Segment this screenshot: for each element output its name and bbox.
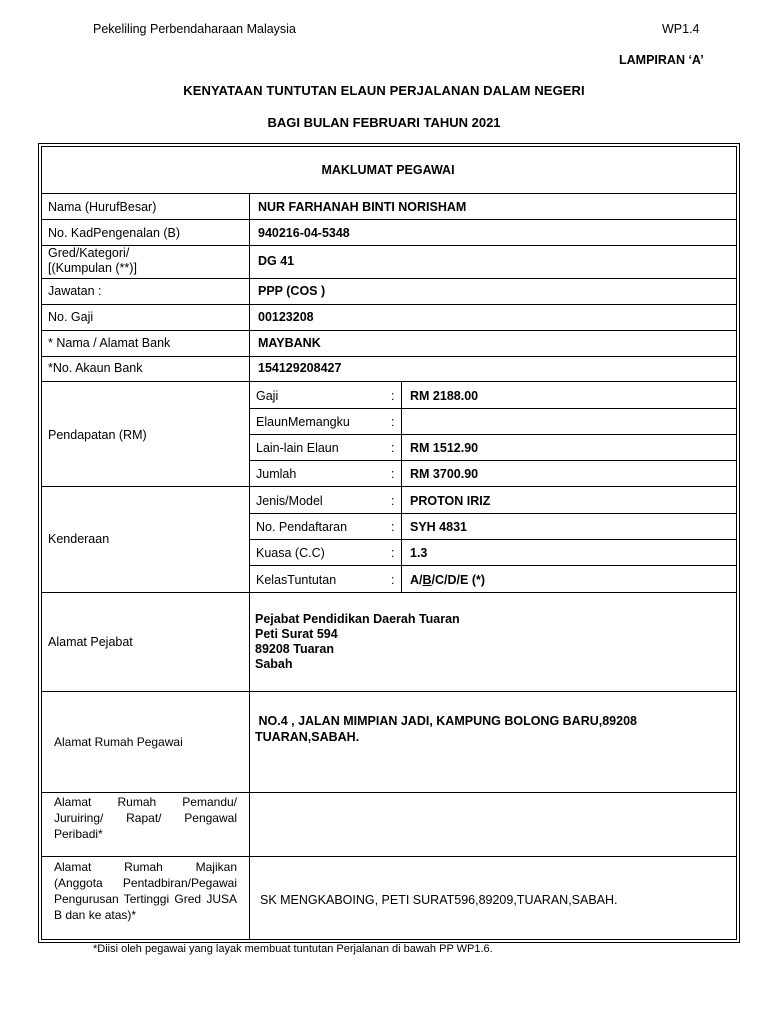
row-divider bbox=[41, 592, 737, 593]
row-divider bbox=[41, 330, 737, 331]
label-majikan-line: B dan ke atas)* bbox=[54, 908, 137, 922]
value-jumlah: RM 3700.90 bbox=[410, 467, 479, 481]
colon: : bbox=[391, 467, 395, 481]
kelas-part-a: A/ bbox=[410, 573, 423, 587]
label-gaji: Gaji bbox=[256, 389, 279, 403]
value-jenis-model: PROTON IRIZ bbox=[410, 494, 491, 508]
row-divider bbox=[41, 278, 737, 279]
appendix-label: LAMPIRAN ‘A’ bbox=[619, 53, 704, 67]
label-bank: * Nama / Alamat Bank bbox=[48, 336, 171, 350]
rumah-line: TUARAN,SABAH. bbox=[255, 730, 360, 744]
subrow-divider bbox=[249, 539, 737, 540]
subrow-divider bbox=[249, 513, 737, 514]
row-divider bbox=[41, 304, 737, 305]
value-no-pendaftaran: SYH 4831 bbox=[410, 520, 467, 534]
subrow-divider bbox=[249, 434, 737, 435]
label-kuasa: Kuasa (C.C) bbox=[256, 546, 325, 560]
label-alamat-rumah: Alamat Rumah Pegawai bbox=[54, 735, 183, 749]
value-bank: MAYBANK bbox=[258, 336, 321, 350]
row-divider bbox=[41, 856, 737, 857]
value-gred: DG 41 bbox=[258, 254, 295, 268]
pejabat-line: 89208 Tuaran bbox=[255, 642, 334, 656]
column-divider bbox=[249, 193, 250, 939]
value-akaun: 154129208427 bbox=[258, 361, 342, 375]
row-divider bbox=[41, 381, 737, 382]
label-pemandu-line: Alamat Rumah Pemandu/ bbox=[54, 795, 237, 809]
value-jawatan: PPP (COS ) bbox=[258, 284, 326, 298]
colon: : bbox=[391, 441, 395, 455]
row-divider bbox=[41, 486, 737, 487]
label-jawatan: Jawatan : bbox=[48, 284, 102, 298]
form-period: BAGI BULAN FEBRUARI TAHUN 2021 bbox=[267, 115, 501, 130]
section-title: MAKLUMAT PEGAWAI bbox=[321, 163, 455, 177]
subrow-divider bbox=[249, 408, 737, 409]
pejabat-line: Peti Surat 594 bbox=[255, 627, 338, 641]
label-alamat-pejabat: Alamat Pejabat bbox=[48, 635, 133, 649]
footnote: *Diisi oleh pegawai yang layak membuat tuntutan Perjalanan di bawah PP WP1.6. bbox=[93, 943, 493, 955]
label-kelas-tuntutan: KelasTuntutan bbox=[256, 573, 337, 587]
kelas-selected-b: B bbox=[422, 573, 432, 587]
pejabat-line: Pejabat Pendidikan Daerah Tuaran bbox=[255, 612, 460, 626]
label-jenis-model: Jenis/Model bbox=[256, 494, 323, 508]
row-divider bbox=[41, 792, 737, 793]
label-majikan-line: (Anggota Pentadbiran/Pegawai bbox=[54, 876, 237, 890]
label-gred-line2: [(Kumpulan (**)] bbox=[48, 261, 137, 275]
value-kelas-tuntutan bbox=[410, 573, 485, 587]
row-divider bbox=[41, 219, 737, 220]
subrow-divider bbox=[249, 460, 737, 461]
label-kenderaan: Kenderaan bbox=[48, 532, 110, 546]
label-lain-elaun: Lain-lain Elaun bbox=[256, 441, 339, 455]
circular-name: Pekeliling Perbendaharaan Malaysia bbox=[93, 22, 296, 36]
label-pendapatan: Pendapatan (RM) bbox=[48, 428, 147, 442]
value-ic: 940216-04-5348 bbox=[258, 226, 350, 240]
colon: : bbox=[391, 415, 395, 429]
label-jumlah: Jumlah bbox=[256, 467, 297, 481]
value-majikan: SK MENGKABOING, PETI SURAT596,89209,TUARAN,SABAH. bbox=[260, 893, 618, 907]
colon: : bbox=[391, 494, 395, 508]
form-title: KENYATAAN TUNTUTAN ELAUN PERJALANAN DALAM NEGERI bbox=[183, 83, 585, 98]
label-pemandu-line: Juruiring/ Rapat/ Pengawal bbox=[54, 811, 237, 825]
value-kuasa: 1.3 bbox=[410, 546, 428, 560]
label-nama: Nama (HurufBesar) bbox=[48, 200, 157, 214]
form-code: WP1.4 bbox=[662, 22, 700, 36]
colon: : bbox=[391, 546, 395, 560]
colon: : bbox=[391, 389, 395, 403]
column-divider bbox=[401, 381, 402, 592]
label-majikan-line: Pengurusan Tertinggi Gred JUSA bbox=[54, 892, 237, 906]
label-majikan-line: Alamat Rumah Majikan bbox=[54, 860, 237, 874]
row-divider bbox=[41, 193, 737, 194]
label-elaun-memangku: ElaunMemangku bbox=[256, 415, 350, 429]
row-divider bbox=[41, 356, 737, 357]
label-ic: No. KadPengenalan (B) bbox=[48, 226, 181, 240]
label-akaun: *No. Akaun Bank bbox=[48, 361, 143, 375]
label-no-gaji: No. Gaji bbox=[48, 310, 94, 324]
value-gaji: RM 2188.00 bbox=[410, 389, 479, 403]
row-divider bbox=[41, 245, 737, 246]
value-no-gaji: 00123208 bbox=[258, 310, 314, 324]
label-gred-line1: Gred/Kategori/ bbox=[48, 246, 130, 260]
label-pemandu-line: Peribadi* bbox=[54, 827, 103, 841]
value-nama: NUR FARHANAH BINTI NORISHAM bbox=[258, 200, 467, 214]
row-divider bbox=[41, 691, 737, 692]
kelas-part-c: /C/D/E (*) bbox=[431, 573, 486, 587]
pejabat-line: Sabah bbox=[255, 657, 293, 671]
rumah-line: NO.4 , JALAN MIMPIAN JADI, KAMPUNG BOLONG BARU,89208 bbox=[255, 714, 637, 728]
colon: : bbox=[391, 520, 395, 534]
value-lain-elaun: RM 1512.90 bbox=[410, 441, 479, 455]
colon: : bbox=[391, 573, 395, 587]
label-no-pendaftaran: No. Pendaftaran bbox=[256, 520, 348, 534]
subrow-divider bbox=[249, 565, 737, 566]
